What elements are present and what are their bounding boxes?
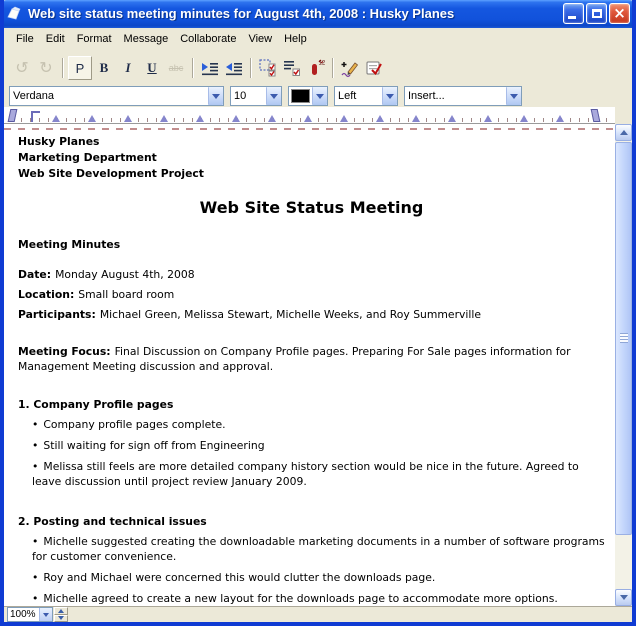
strikethrough-icon: abc bbox=[168, 63, 184, 73]
bullet-icon: • bbox=[32, 460, 39, 473]
focus-label: Meeting Focus: bbox=[18, 345, 111, 358]
scrollbar-thumb[interactable] bbox=[615, 142, 632, 535]
spell-check-icon bbox=[364, 58, 384, 78]
indent-decrease-button[interactable] bbox=[222, 56, 246, 80]
bullet-text: Michelle suggested creating the downloadable marketing documents in a number of software programs for customer convenience. bbox=[32, 535, 605, 563]
document-subtitle: Meeting Minutes bbox=[18, 238, 121, 251]
menu-collaborate[interactable]: Collaborate bbox=[180, 33, 237, 45]
vertical-scrollbar[interactable] bbox=[615, 124, 632, 606]
field-location bbox=[18, 285, 605, 305]
org-line: Husky Planes bbox=[18, 135, 100, 148]
document-title: Web Site Status Meeting bbox=[199, 198, 424, 217]
tab-stop-marker[interactable] bbox=[376, 115, 384, 122]
list-item bbox=[32, 417, 605, 432]
font-size-value: 10 bbox=[234, 90, 247, 102]
ruler[interactable] bbox=[4, 107, 615, 124]
window-title: Web site status meeting minutes for August 4th, 2008 : Husky Planes bbox=[28, 5, 455, 21]
add-signature-button[interactable] bbox=[338, 56, 362, 80]
section-heading: 1. Company Profile pages bbox=[18, 398, 174, 411]
scroll-down-button[interactable] bbox=[615, 589, 632, 606]
document-editor[interactable] bbox=[4, 124, 615, 606]
right-margin-marker[interactable] bbox=[591, 109, 601, 122]
tab-stop-marker[interactable] bbox=[52, 115, 60, 122]
toolbar-separator bbox=[62, 58, 64, 78]
tab-stop-marker[interactable] bbox=[88, 115, 96, 122]
minimize-icon bbox=[568, 16, 576, 19]
checklist-icon bbox=[282, 58, 302, 78]
paragraph-style-button[interactable] bbox=[68, 56, 92, 80]
bullet-text: Roy and Michael were concerned this would clutter the downloads page. bbox=[43, 571, 436, 584]
font-family-select[interactable] bbox=[9, 86, 224, 106]
meeting-focus bbox=[18, 344, 605, 374]
field-value: Monday August 4th, 2008 bbox=[55, 268, 195, 281]
menu-view[interactable]: View bbox=[248, 33, 273, 45]
chevron-down-icon[interactable] bbox=[266, 87, 281, 105]
tab-stop-marker[interactable] bbox=[268, 115, 276, 122]
chevron-down-icon bbox=[620, 595, 628, 600]
spin-up-button[interactable] bbox=[54, 607, 68, 615]
indent-increase-button[interactable] bbox=[198, 56, 222, 80]
numbered-field-icon bbox=[306, 58, 326, 78]
zoom-value: 100% bbox=[10, 609, 36, 620]
scroll-up-button[interactable] bbox=[615, 124, 632, 141]
indent-decrease-icon bbox=[224, 58, 244, 78]
list-item bbox=[32, 459, 605, 489]
section-heading: 2. Posting and technical issues bbox=[18, 515, 207, 528]
bullet-icon: • bbox=[32, 592, 39, 605]
menu-file[interactable]: File bbox=[16, 33, 34, 45]
add-signature-icon bbox=[340, 58, 360, 78]
zoom-select[interactable] bbox=[7, 607, 53, 622]
underline-icon: U bbox=[147, 60, 157, 75]
font-family-value: Verdana bbox=[13, 90, 54, 102]
spell-check-button[interactable] bbox=[362, 56, 386, 80]
field-label: Date: bbox=[18, 268, 52, 281]
tab-stop-marker[interactable] bbox=[304, 115, 312, 122]
focus-text: Final Discussion on Company Profile pages. Preparing For Sale pages information for Management Meeting discussion and approval. bbox=[18, 345, 571, 373]
scrollbar-track[interactable] bbox=[615, 141, 632, 589]
svg-text:12: 12 bbox=[318, 60, 326, 67]
numbered-field-button[interactable] bbox=[304, 56, 328, 80]
field-value: Michael Green, Melissa Stewart, Michelle Weeks, and Roy Summerville bbox=[99, 308, 482, 321]
italic-button[interactable] bbox=[116, 56, 140, 80]
menu-help[interactable]: Help bbox=[284, 33, 307, 45]
toolbar-separator bbox=[250, 58, 252, 78]
chevron-up-icon bbox=[620, 130, 628, 135]
bullet-text: Company profile pages complete. bbox=[43, 418, 226, 431]
select-list-button[interactable] bbox=[256, 56, 280, 80]
formatting-toolbar bbox=[4, 50, 632, 86]
minimize-button[interactable] bbox=[563, 3, 584, 24]
section-posting-technical bbox=[18, 514, 605, 606]
close-icon: × bbox=[613, 3, 626, 22]
tab-stop-marker[interactable] bbox=[556, 115, 564, 122]
tab-stop-marker[interactable] bbox=[160, 115, 168, 122]
indent-marker[interactable] bbox=[31, 111, 40, 122]
font-size-select[interactable] bbox=[230, 86, 282, 106]
italic-icon: I bbox=[125, 60, 131, 75]
chevron-down-icon[interactable] bbox=[312, 87, 327, 105]
close-button[interactable] bbox=[609, 3, 630, 24]
strikethrough-button[interactable] bbox=[164, 56, 188, 80]
undo-button[interactable] bbox=[10, 56, 34, 80]
zoom-spinner[interactable] bbox=[54, 607, 68, 622]
tab-stop-marker[interactable] bbox=[124, 115, 132, 122]
bullet-icon: • bbox=[32, 418, 39, 431]
toolbar-separator bbox=[192, 58, 194, 78]
field-participants bbox=[18, 305, 605, 325]
color-swatch bbox=[291, 89, 310, 103]
bullet-text: Melissa still feels are more detailed company history section would be nice in the future. Agreed to leave discussion until project review January 2009. bbox=[32, 460, 579, 488]
insert-value: Insert... bbox=[408, 90, 445, 102]
chevron-up-icon bbox=[58, 609, 64, 613]
field-date bbox=[18, 265, 605, 285]
chevron-down-icon[interactable] bbox=[39, 608, 52, 621]
field-label: Location: bbox=[18, 288, 75, 301]
maximize-icon bbox=[592, 9, 602, 18]
field-value: Small board room bbox=[78, 288, 175, 301]
tab-stop-marker[interactable] bbox=[340, 115, 348, 122]
tab-stop-marker[interactable] bbox=[448, 115, 456, 122]
insert-select[interactable] bbox=[404, 86, 522, 106]
bullet-text: Michelle agreed to create a new layout for the downloads page to accommodate more options. bbox=[43, 592, 558, 605]
paragraph-icon: P bbox=[75, 60, 85, 76]
tab-stop-marker[interactable] bbox=[196, 115, 204, 122]
list-item bbox=[32, 534, 605, 564]
menu-format[interactable]: Format bbox=[76, 33, 112, 45]
chevron-down-icon[interactable] bbox=[506, 87, 521, 105]
title-bar[interactable] bbox=[0, 0, 636, 28]
chevron-down-icon bbox=[58, 616, 64, 620]
section-company-profile bbox=[18, 397, 605, 489]
tab-stop-marker[interactable] bbox=[412, 115, 420, 122]
spin-down-button[interactable] bbox=[54, 615, 68, 623]
font-color-select[interactable] bbox=[288, 86, 328, 106]
maximize-button[interactable] bbox=[586, 3, 607, 24]
toolbar-separator bbox=[332, 58, 334, 78]
status-bar bbox=[4, 606, 632, 622]
field-label: Participants: bbox=[18, 308, 96, 321]
tab-stop-marker[interactable] bbox=[520, 115, 528, 122]
org-line: Web Site Development Project bbox=[18, 167, 204, 180]
chevron-down-icon[interactable] bbox=[382, 87, 397, 105]
scrollbar-grip-icon bbox=[620, 333, 628, 343]
indent-increase-icon bbox=[200, 58, 220, 78]
chevron-down-icon[interactable] bbox=[208, 87, 223, 105]
menu-bar bbox=[4, 28, 632, 50]
list-item bbox=[32, 570, 605, 585]
redo-button[interactable] bbox=[34, 56, 58, 80]
font-toolbar bbox=[4, 86, 632, 107]
menu-message[interactable]: Message bbox=[123, 33, 169, 45]
redo-icon: ↻ bbox=[39, 58, 53, 77]
bold-button[interactable] bbox=[92, 56, 116, 80]
bullet-icon: • bbox=[32, 571, 39, 584]
select-list-icon bbox=[258, 58, 278, 78]
alignment-select[interactable] bbox=[334, 86, 398, 106]
margin-guide bbox=[4, 128, 615, 130]
bold-icon: B bbox=[99, 60, 109, 75]
list-item bbox=[32, 591, 605, 606]
alignment-value: Left bbox=[338, 90, 357, 102]
bullet-icon: • bbox=[32, 535, 39, 548]
tab-stop-marker[interactable] bbox=[484, 115, 492, 122]
list-item bbox=[32, 438, 605, 453]
menu-edit[interactable]: Edit bbox=[45, 33, 65, 45]
underline-button[interactable] bbox=[140, 56, 164, 80]
org-line: Marketing Department bbox=[18, 151, 157, 164]
bullet-icon: • bbox=[32, 439, 39, 452]
undo-icon: ↺ bbox=[15, 58, 29, 77]
app-icon bbox=[6, 5, 24, 21]
tab-stop-marker[interactable] bbox=[232, 115, 240, 122]
checklist-button[interactable] bbox=[280, 56, 304, 80]
bullet-text: Still waiting for sign off from Engineering bbox=[43, 439, 265, 452]
